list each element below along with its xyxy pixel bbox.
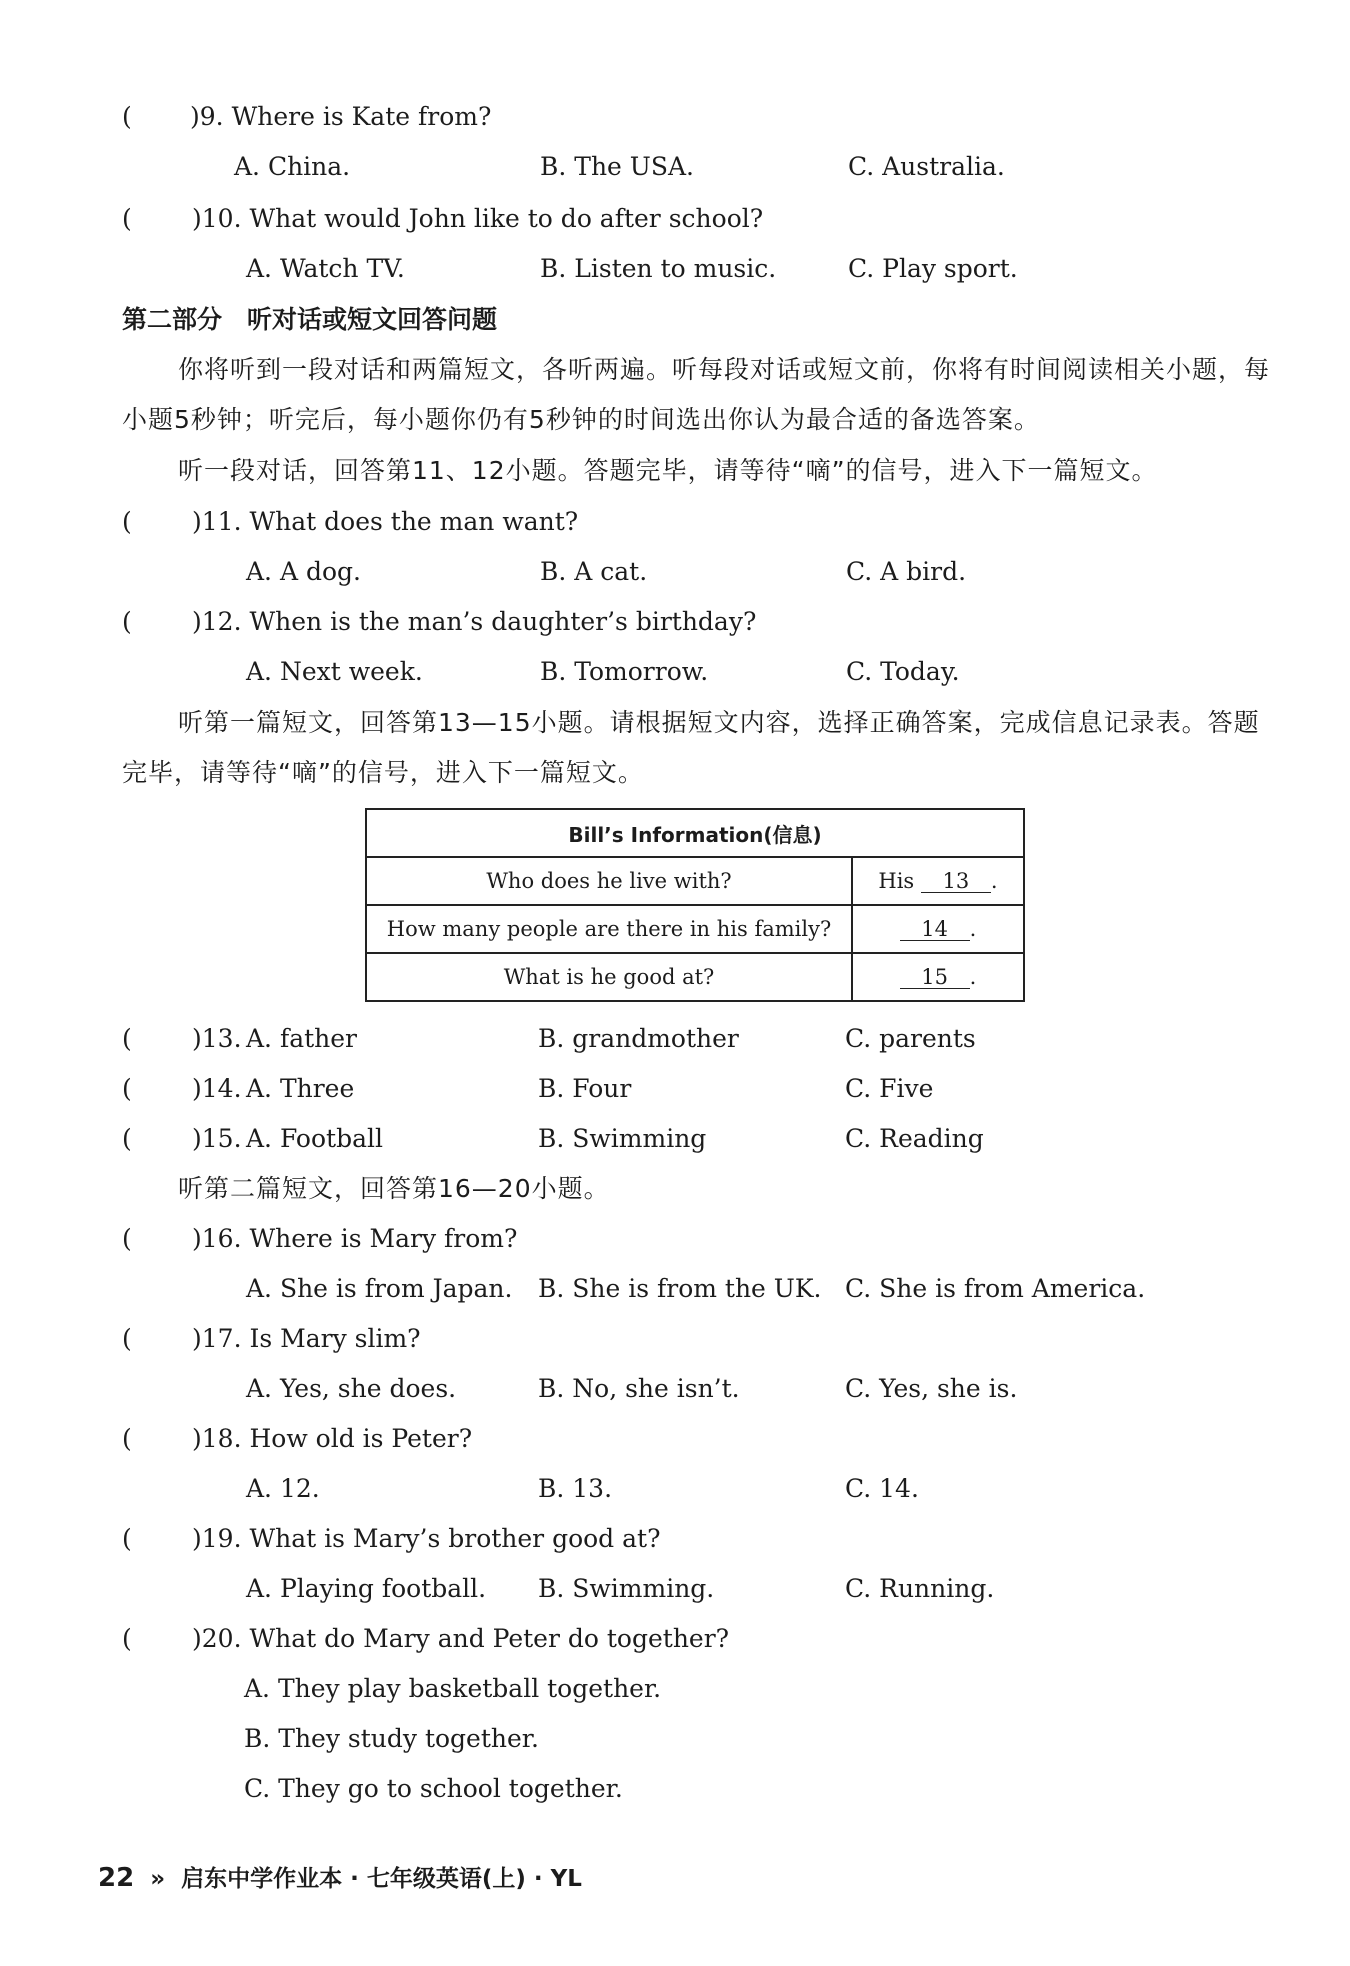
option-a: A. Playing football. — [246, 1574, 487, 1603]
table-title: Bill’s Information(信息) — [366, 809, 1024, 857]
question-text: )18. How old is Peter? — [192, 1424, 473, 1453]
option-c: C. Play sport. — [848, 254, 1018, 283]
option-b: B. She is from the UK. — [538, 1274, 822, 1303]
option-c: C. Today. — [846, 657, 960, 686]
section-intro: 你将听到一段对话和两篇短文，各听两遍。听每段对话或短文前，你将有时间阅读相关小题，每小题5秒钟；听完后，每小题你仍有5秒钟的时间选出你认为最合适的备选答案。 — [122, 355, 1271, 434]
answer-bracket: ( — [122, 1524, 132, 1553]
question-text: )12. When is the man’s daughter’s birthday? — [192, 607, 757, 636]
answer-blank: 14 — [900, 918, 970, 941]
table-question: What is he good at? — [366, 953, 852, 1001]
answer-bracket: ( — [122, 507, 132, 536]
option-a: A. China. — [234, 152, 351, 181]
answer-bracket: ( — [122, 1074, 132, 1103]
section-heading: 第二部分 听对话或短文回答问题 — [122, 305, 498, 334]
option-a: A. She is from Japan. — [246, 1274, 513, 1303]
option-c: C. Australia. — [848, 152, 1005, 181]
option-b: B. They study together. — [244, 1724, 539, 1753]
option-a: A. 12. — [246, 1474, 320, 1503]
option-c: C. They go to school together. — [244, 1774, 623, 1803]
answer-blank: 15 — [900, 966, 970, 989]
answer-bracket: ( — [122, 1624, 132, 1653]
option-c: C. 14. — [845, 1474, 919, 1503]
question-number: )14. — [192, 1074, 242, 1103]
answer-bracket: ( — [122, 1224, 132, 1253]
answer-bracket: ( — [122, 1424, 132, 1453]
option-a: A. Next week. — [246, 657, 423, 686]
table-row — [366, 953, 1024, 1001]
option-a: A. Watch TV. — [246, 254, 405, 283]
option-b: B. Swimming — [538, 1124, 707, 1153]
option-c: C. Yes, she is. — [845, 1374, 1018, 1403]
option-b: B. Listen to music. — [540, 254, 777, 283]
answer-bracket: ( — [122, 607, 132, 636]
question-text: )16. Where is Mary from? — [192, 1224, 518, 1253]
option-b: B. 13. — [538, 1474, 613, 1503]
answer-blank: 13 — [921, 870, 991, 893]
table-answer: 15 . — [852, 953, 1024, 1001]
option-a: A. Yes, she does. — [246, 1374, 457, 1403]
option-a: A. Football — [246, 1124, 383, 1153]
question-text: )20. What do Mary and Peter do together? — [192, 1624, 730, 1653]
option-b: B. grandmother — [538, 1024, 739, 1053]
answer-bracket: ( — [122, 1124, 132, 1153]
passage2-instruction: 听第二篇短文，回答第16—20小题。 — [178, 1174, 610, 1203]
option-c: C. Running. — [845, 1574, 995, 1603]
table-row — [366, 905, 1024, 953]
question-text: )9. Where is Kate from? — [190, 102, 492, 131]
answer-bracket: ( — [122, 1324, 132, 1353]
question-text: )19. What is Mary’s brother good at? — [192, 1524, 661, 1553]
double-chevron-icon: » — [150, 1866, 166, 1892]
option-c: C. Five — [845, 1074, 934, 1103]
option-b: B. The USA. — [540, 152, 694, 181]
option-a: A. father — [246, 1024, 357, 1053]
answer-bracket: ( — [122, 204, 132, 233]
dialogue-instruction: 听一段对话，回答第11、12小题。答题完毕，请等待“嘀”的信号，进入下一篇短文。 — [178, 456, 1158, 485]
question-text: )11. What does the man want? — [192, 507, 579, 536]
option-a: A. A dog. — [246, 557, 361, 586]
question-text: )17. Is Mary slim? — [192, 1324, 421, 1353]
option-c: C. A bird. — [846, 557, 967, 586]
option-a: A. They play basketball together. — [244, 1674, 662, 1703]
table-answer: His 13 . — [852, 857, 1024, 905]
bill-information-table — [365, 808, 1025, 1002]
answer-bracket: ( — [122, 102, 132, 131]
page-footer — [98, 1860, 582, 1893]
question-number: )13. — [192, 1024, 242, 1053]
option-b: B. No, she isn’t. — [538, 1374, 740, 1403]
question-text: )10. What would John like to do after school? — [192, 204, 764, 233]
table-answer: 14 . — [852, 905, 1024, 953]
passage1-instruction: 听第一篇短文，回答第13—15小题。请根据短文内容，选择正确答案，完成信息记录表。答题完毕，请等待“嘀”的信号，进入下一篇短文。 — [122, 708, 1260, 787]
option-b: B. Tomorrow. — [540, 657, 709, 686]
option-c: C. Reading — [845, 1124, 984, 1153]
option-a: A. Three — [246, 1074, 355, 1103]
book-title: 启东中学作业本 · 七年级英语(上) · YL — [181, 1866, 582, 1892]
question-number: )15. — [192, 1124, 242, 1153]
option-b: B. Four — [538, 1074, 632, 1103]
option-b: B. Swimming. — [538, 1574, 715, 1603]
table-row — [366, 857, 1024, 905]
option-c: C. parents — [845, 1024, 976, 1053]
option-b: B. A cat. — [540, 557, 648, 586]
table-question: How many people are there in his family? — [366, 905, 852, 953]
option-c: C. She is from America. — [845, 1274, 1146, 1303]
table-question: Who does he live with? — [366, 857, 852, 905]
answer-bracket: ( — [122, 1024, 132, 1053]
page-number: 22 — [98, 1863, 135, 1893]
